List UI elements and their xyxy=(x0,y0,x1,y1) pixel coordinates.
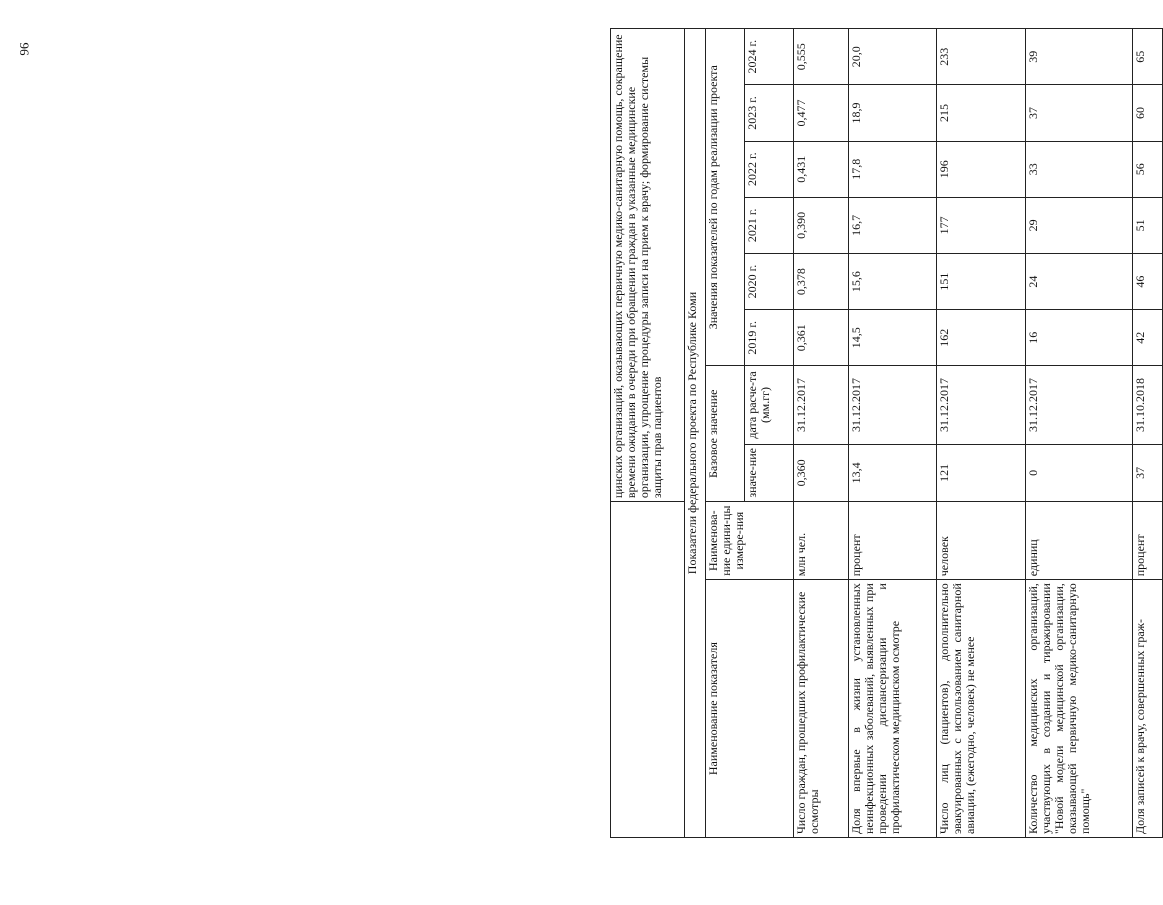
base-value: 0,360 xyxy=(794,444,849,502)
indicator-name: Доля впервые в жизни установленных неинфекционных заболеваний, выявленных при проведении диспансеризации и профилактическом медицинском осмотре xyxy=(848,580,936,838)
year-value: 0,378 xyxy=(794,253,849,309)
year-value: 0,390 xyxy=(794,197,849,253)
indicator-name: Число лиц (пациентов), дополнительно эвакуированных с использованием санитарной авиации, (ежегодно, человек) не менее xyxy=(936,580,1025,838)
header-year: 2019 г. xyxy=(745,310,794,366)
indicators-table xyxy=(610,28,1163,838)
page-number: 96 xyxy=(17,42,32,56)
base-date: 31.10.2018 xyxy=(1132,366,1162,444)
header-years-group: Значения показателей по годам реализации проекта xyxy=(706,29,745,366)
table-row xyxy=(1132,29,1162,838)
year-value: 16,7 xyxy=(848,197,936,253)
header-row-1 xyxy=(706,29,745,838)
year-value: 37 xyxy=(1026,85,1133,141)
intro-empty-cell xyxy=(611,502,685,838)
header-base-date: дата расче-та (мм.гг) xyxy=(745,366,794,444)
header-year: 2024 г. xyxy=(745,29,794,85)
year-value: 20,0 xyxy=(848,29,936,85)
indicator-name: Доля записей к врачу, совершенных граж- xyxy=(1132,580,1162,838)
section-title: Показатели федерального проекта по Республике Коми xyxy=(685,29,706,838)
indicator-unit: процент xyxy=(848,502,936,580)
header-unit: Наименова-ние едини-цы измере-ния xyxy=(706,502,794,580)
year-value: 196 xyxy=(936,141,1025,197)
year-value: 29 xyxy=(1026,197,1133,253)
year-value: 233 xyxy=(936,29,1025,85)
indicator-unit: процент xyxy=(1132,502,1162,580)
header-year: 2020 г. xyxy=(745,253,794,309)
year-value: 56 xyxy=(1132,141,1162,197)
year-value: 16 xyxy=(1026,310,1133,366)
base-date: 31.12.2017 xyxy=(936,366,1025,444)
base-value: 121 xyxy=(936,444,1025,502)
base-date: 31.12.2017 xyxy=(1026,366,1133,444)
header-year: 2023 г. xyxy=(745,85,794,141)
year-value: 39 xyxy=(1026,29,1133,85)
year-value: 17,8 xyxy=(848,141,936,197)
header-base-val: значе-ние xyxy=(745,444,794,502)
year-value: 162 xyxy=(936,310,1025,366)
indicator-unit: млн чел. xyxy=(794,502,849,580)
header-base-value: Базовое значение xyxy=(706,366,745,502)
table-row xyxy=(794,29,849,838)
year-value: 42 xyxy=(1132,310,1162,366)
year-value: 0,361 xyxy=(794,310,849,366)
base-date: 31.12.2017 xyxy=(794,366,849,444)
year-value: 0,555 xyxy=(794,29,849,85)
table-row xyxy=(936,29,1025,838)
indicator-unit: единиц xyxy=(1026,502,1133,580)
year-value: 18,9 xyxy=(848,85,936,141)
base-value: 37 xyxy=(1132,444,1162,502)
year-value: 51 xyxy=(1132,197,1162,253)
table-row xyxy=(1026,29,1133,838)
section-title-row xyxy=(685,29,706,838)
base-date: 31.12.2017 xyxy=(848,366,936,444)
table-row xyxy=(848,29,936,838)
year-value: 215 xyxy=(936,85,1025,141)
year-value: 24 xyxy=(1026,253,1133,309)
year-value: 14,5 xyxy=(848,310,936,366)
year-value: 15,6 xyxy=(848,253,936,309)
header-year: 2021 г. xyxy=(745,197,794,253)
year-value: 46 xyxy=(1132,253,1162,309)
year-value: 33 xyxy=(1026,141,1133,197)
rotated-table-container xyxy=(610,28,1163,838)
year-value: 151 xyxy=(936,253,1025,309)
indicator-name: Число граждан, прошедших профилактические осмотры xyxy=(794,580,849,838)
base-value: 13,4 xyxy=(848,444,936,502)
year-value: 0,431 xyxy=(794,141,849,197)
intro-text-cell: цинских организаций, оказывающих первичную медико-санитарную помощь, сокращение времени ожидания в очереди при обращении граждан в указанные медицинские организации, упрощение процедуры записи на прием к врачу; формирование системы защиты прав пациентов xyxy=(611,29,685,502)
year-value: 60 xyxy=(1132,85,1162,141)
indicator-name: Количество медицинских организаций, участвующих в создании и тиражировании "Новой модели медицинской организации, оказывающей первичную медико-санитарную помощь" xyxy=(1026,580,1133,838)
header-indicator-name: Наименование показателя xyxy=(706,580,794,838)
header-year: 2022 г. xyxy=(745,141,794,197)
intro-row xyxy=(611,29,685,838)
year-value: 65 xyxy=(1132,29,1162,85)
year-value: 177 xyxy=(936,197,1025,253)
base-value: 0 xyxy=(1026,444,1133,502)
year-value: 0,477 xyxy=(794,85,849,141)
indicator-unit: человек xyxy=(936,502,1025,580)
